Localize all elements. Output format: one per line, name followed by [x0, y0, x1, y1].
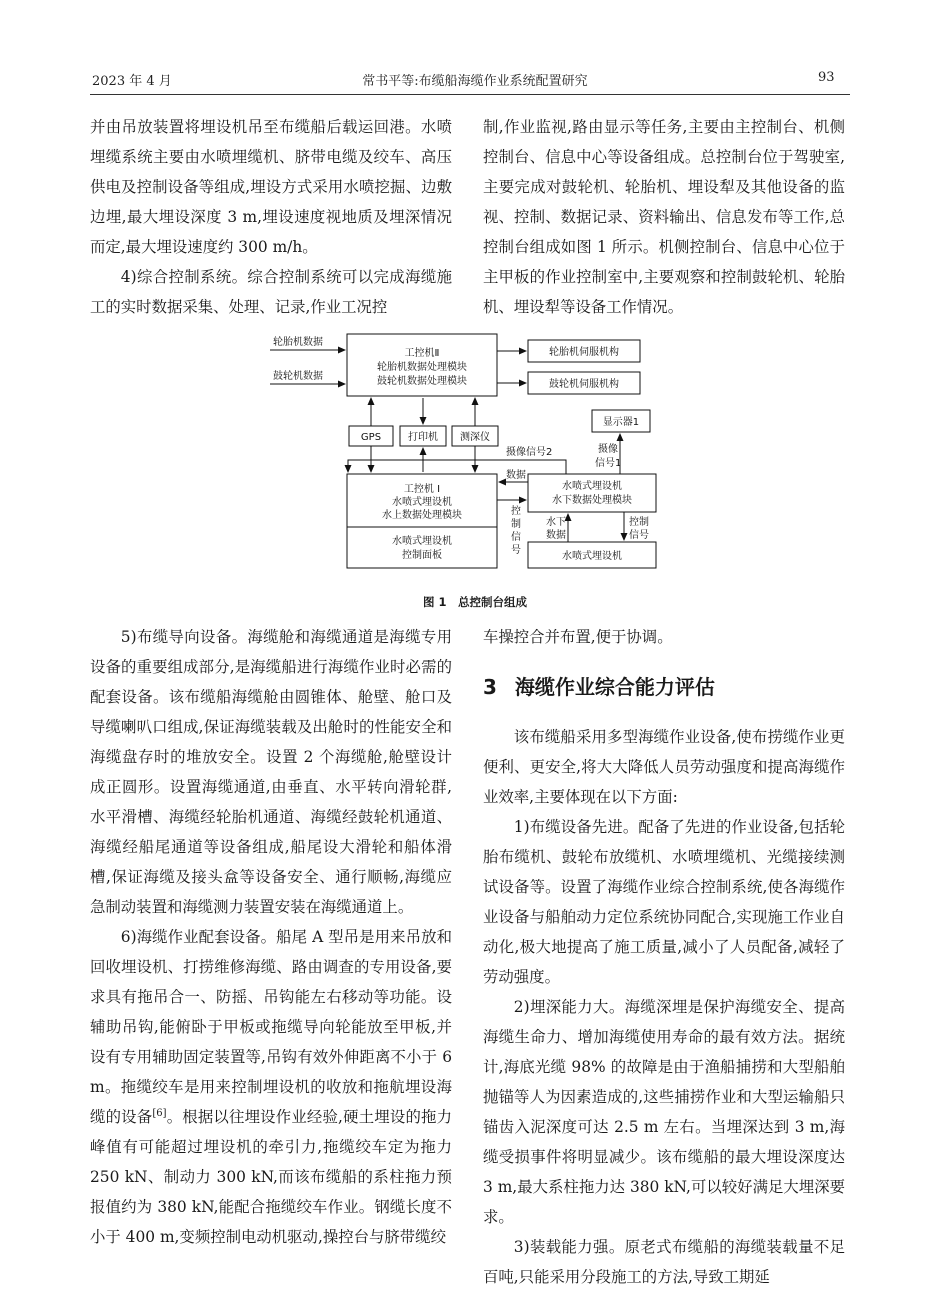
citation-6: [6]	[152, 1107, 167, 1119]
underwater-module-box	[528, 474, 656, 512]
camera-signal-2-label: 摄像信号2	[506, 447, 553, 458]
header-rule	[90, 94, 850, 95]
paragraph-intro: 该布缆船采用多型海缆作业设备,使布捞缆作业更便利、更安全,将大大降低人员劳动强度和提高海缆作业效率,主要体现在以下方面:	[483, 728, 845, 806]
figure-1-caption: 图 1 总控制台组成	[422, 595, 527, 609]
underwater-data-line1: 水下	[546, 517, 566, 528]
header-title: 常书平等:布缆船海缆作业系统配置研究	[362, 74, 588, 89]
label-drum-data: 鼓轮机数据	[273, 371, 323, 382]
camera-signal-1-line2: 信号1	[595, 458, 622, 469]
paragraph-water-jet: 并由吊放装置将埋设机吊至布缆船后载运回港。水喷埋缆系统主要由水喷埋缆机、脐带电缆及绞车、高压供电及控制设备等组成,埋设方式采用水喷挖掘、边敷边埋,最大埋设深度 3 m,埋设速度视地质及埋深情况而定,最大埋设速度约 300 m/h。	[90, 118, 452, 256]
paragraph-item-1: 1)布缆设备先进。配备了先进的作业设备,包括轮胎布缆机、鼓轮布放缆机、水喷埋缆机、光缆接续测试设备等。设置了海缆作业综合控制系统,使各海缆作业设备与船舶动力定位系统协同配合,实现施工作业自动化,极大地提高了施工质量,减小了人员配备,减轻了劳动强度。	[483, 818, 845, 986]
camera-signal-1-line1: 摄像	[598, 444, 618, 455]
control-vertical-2: 制	[511, 519, 521, 530]
control-vertical-4: 号	[511, 545, 521, 556]
control-signal-line1: 控制	[629, 517, 649, 528]
tire-servo-label: 轮胎机伺服机构	[549, 347, 619, 358]
ipc2-drum-module: 鼓轮机数据处理模块	[377, 376, 467, 387]
paragraph-control-system-cont: 制,作业监视,路由显示等任务,主要由主控制台、机侧控制台、信息中心等设备组成。总控制台位于驾驶室,主要完成对鼓轮机、轮胎机、埋设犁及其他设备的监视、控制、数据记录、资料输出、信息发布等工作,总控制台组成如图 1 所示。机侧控制台、信息中心位于主甲板的作业控制室中,主要观察和控制鼓轮机、轮胎机、埋设犁等设备工作情况。	[483, 118, 845, 316]
drum-servo-label: 鼓轮机伺服机构	[549, 379, 619, 390]
section-number: 3	[483, 675, 497, 699]
section-heading	[483, 668, 845, 706]
underwater-module-line1: 水喷式埋设机	[562, 481, 622, 492]
header-date: 2023 年 4 月	[92, 74, 172, 89]
paragraph-continuation: 车操控合并布置,便于协调。	[483, 628, 673, 646]
section-title: 海缆作业综合能力评估	[514, 675, 715, 699]
sounder-label: 测深仪	[460, 432, 490, 443]
top-right-column	[483, 112, 845, 322]
figure-1-diagram	[0, 318, 950, 618]
underwater-data-line2: 数据	[546, 530, 566, 541]
paragraph-item-3: 3)装载能力强。原老式布缆船的海缆装载量不足百吨,只能采用分段施工的方法,导致工期延	[483, 1238, 845, 1286]
control-vertical-1: 控	[511, 506, 521, 517]
ipc2-title: 工控机Ⅱ	[404, 348, 440, 359]
paragraph-control-system: 4)综合控制系统。综合控制系统可以完成海缆施工的实时数据采集、处理、记录,作业工况控	[90, 268, 452, 316]
display1-label: 显示器1	[602, 417, 640, 428]
arrow-camera-signal-2	[348, 460, 566, 474]
paragraph-guide-equipment: 5)布缆导向设备。海缆舱和海缆通道是海缆专用设备的重要组成部分,是海缆船进行海缆作业时必需的配套设备。该布缆船海缆舱由圆锥体、舱壁、舱口及导缆喇叭口组成,保证海缆装载及出舱时的性能安全和海缆盘存时的堆放安全。设置 2 个海缆舱,舱壁设计成正圆形。设置海缆通道,由垂直、水平转向滑轮群,水平滑槽、海缆经轮胎机通道、海缆经鼓轮机通道、海缆经船尾通道等设备组成,船尾设大滑轮和船体滑槽,保证海缆及接头盒等设备安全、通行顺畅,海缆应急制动装置和海缆测力装置安装在海缆通道上。	[90, 628, 452, 916]
top-left-column	[90, 112, 452, 322]
bottom-left-column	[90, 622, 452, 1252]
paragraph-item-2: 2)埋深能力大。海缆深埋是保护海缆安全、提高海缆生命力、增加海缆使用寿命的最有效方法。据统计,海底光缆 98% 的故障是由于渔船捕捞和大型船舶抛锚等人为因素造成的,这些捕捞作业和大型运输船只锚齿入泥深度可达 2.5 m 左右。当埋深达到 3 m,海缆受损事件将明显减少。该布缆船的最大埋设深度达 3 m,最大系柱拖力达 380 kN,可以较好满足大埋深要求。	[483, 998, 845, 1226]
paragraph-support-equipment-a: 6)海缆作业配套设备。船尾 A 型吊是用来吊放和回收埋设机、打捞维修海缆、路由调查的专用设备,要求具有拖吊合一、防摇、吊钩能左右移动等功能。设辅助吊钩,能俯卧于甲板或拖缆导向轮能放至甲板,并设有专用辅助固定装置等,吊钩有效外伸距离不小于 6 m。拖缆绞车是用来控制埋设机的收放和拖航埋设海缆的设备	[90, 928, 452, 1126]
label-tire-data: 轮胎机数据	[273, 337, 323, 348]
panel-line1: 水喷式埋设机	[392, 536, 452, 547]
burier-label: 水喷式埋设机	[562, 551, 622, 562]
ipc2-tire-module: 轮胎机数据处理模块	[377, 362, 467, 373]
printer-label: 打印机	[408, 432, 438, 443]
paragraph-support-equipment	[90, 922, 452, 1252]
ipc1-surface-module: 水上数据处理模块	[382, 510, 462, 521]
ipc1-title: 工控机 Ⅰ	[403, 484, 441, 495]
paragraph-support-equipment-b: 。根据以往埋设作业经验,硬土埋设的拖力峰值有可能超过埋设机的牵引力,拖缆绞车定为拖力 250 kN、制动力 300 kN,而该布缆船的系柱拖力预报值约为 380 kN,能配合拖缆绞车作业。钢缆长度不小于 400 m,变频控制电动机驱动,操控台与脐带缆绞	[90, 1108, 452, 1246]
panel-line2: 控制面板	[402, 550, 442, 561]
header-page-number: 93	[818, 70, 835, 85]
control-signal-line2: 信号	[629, 530, 649, 541]
ipc1-burier: 水喷式埋设机	[392, 497, 452, 508]
gps-label: GPS	[360, 432, 382, 443]
bottom-right-column	[483, 622, 845, 1292]
control-vertical-3: 信	[511, 532, 521, 543]
underwater-module-line2: 水下数据处理模块	[552, 495, 632, 506]
data-label: 数据	[506, 470, 526, 481]
